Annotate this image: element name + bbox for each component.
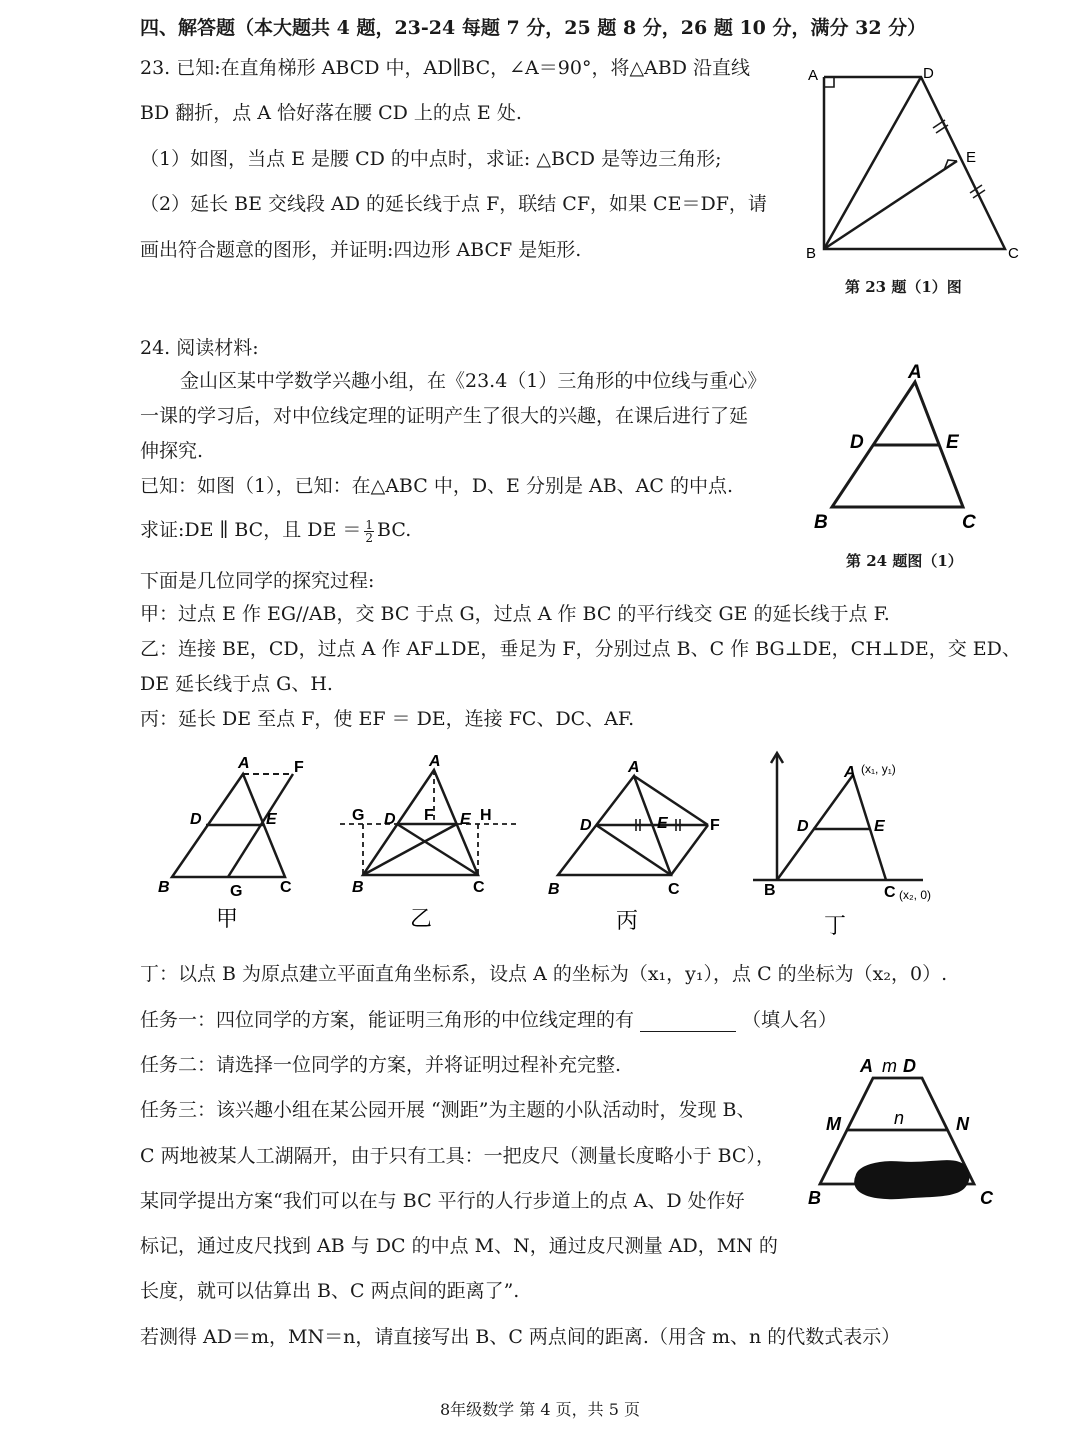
jia-caption: 甲 (216, 906, 239, 931)
q23-label-c: C (1008, 245, 1019, 262)
q23-line-4: （2）延长 BE 交线段 AD 的延长线于点 F，联结 CF，如果 CE＝DF，请 (140, 193, 767, 215)
q23-label-b: B (806, 245, 817, 262)
jia-label-b: B (158, 879, 170, 896)
ding-caption: 丁 (824, 913, 847, 938)
q24-task1 (140, 1008, 837, 1032)
q24-para-2: 一课的学习后，对中位线定理的证明产生了很大的兴趣，在课后进行了延 (140, 405, 749, 427)
q24-prove (140, 518, 411, 544)
ding-label-c: C (884, 884, 896, 901)
trap-label-n: N (956, 1114, 969, 1134)
yi-label-d: D (384, 811, 396, 828)
task1-answer-blank[interactable] (640, 1013, 736, 1032)
q24-label-d: D (850, 432, 864, 453)
ding-label-e: E (874, 818, 885, 835)
q24-yi-2: DE 延长线于点 G、H. (140, 673, 333, 695)
fraction-denominator: 2 (365, 530, 374, 545)
q24-figure-1 (808, 360, 988, 540)
yi-label-a: A (429, 753, 441, 770)
q23-label-e: E (966, 149, 977, 166)
q24-task3-5: 长度，就可以估算出 B、C 两点间的距离了”. (140, 1280, 520, 1302)
trap-label-n-length: n (894, 1108, 905, 1128)
q24-figure-caption: 第 24 题图（1） (846, 552, 963, 570)
ding-label-b: B (764, 882, 776, 899)
q24-ding: 丁：以点 B 为原点建立平面直角坐标系，设点 A 的坐标为（x₁，y₁），点 C 的坐标为（x₂，0）. (140, 963, 948, 985)
q24-title: 24. 阅读材料: (140, 337, 259, 359)
yi-label-f: F (424, 807, 434, 824)
q24-task3-3: 某同学提出方案“我们可以在与 BC 平行的人行步道上的点 A、D 处作好 (140, 1190, 745, 1212)
q24-bing: 丙：延长 DE 至点 F，使 EF ＝ DE，连接 FC、DC、AF. (140, 708, 635, 730)
yi-caption: 乙 (410, 906, 433, 931)
trap-label-m: M (826, 1114, 841, 1134)
jia-label-e: E (266, 811, 277, 828)
q24-para-3: 伸探究. (140, 440, 204, 462)
q24-task3-2: C 两地被某人工湖隔开，由于只有工具：一把皮尺（测量长度略小于 BC）， (140, 1145, 775, 1167)
q24-label-e: E (946, 432, 959, 453)
yi-label-h: H (480, 807, 492, 824)
trap-label-b: B (808, 1188, 821, 1208)
yi-label-b: B (352, 879, 364, 896)
q23-line-1: 23. 已知:在直角梯形 ABCD 中，AD∥BC，∠A＝90°，将△ABD 沿直线 (140, 57, 751, 79)
ding-label-a-coord: (x₁, y₁) (861, 762, 896, 776)
bing-caption: 丙 (616, 908, 639, 933)
q24-label-c: C (962, 512, 976, 533)
fraction-numerator: 1 (365, 517, 374, 532)
q24-label-b: B (814, 512, 828, 533)
ding-label-d: D (797, 818, 809, 835)
yi-label-g: G (352, 807, 365, 824)
q23-line-5: 画出符合题意的图形，并证明:四边形 ABCF 是矩形. (140, 239, 582, 261)
q24-label-a: A (908, 362, 922, 383)
trap-label-m-length: m (882, 1056, 897, 1076)
bing-label-b: B (548, 881, 560, 898)
section-header: 四、解答题（本大题共 4 题，23-24 每题 7 分，25 题 8 分，26 题 10 分，满分 32 分） (140, 17, 927, 39)
jia-label-f: F (294, 759, 304, 776)
jia-label-a: A (238, 755, 250, 772)
q24-task2: 任务二：请选择一位同学的方案，并将证明过程补充完整. (140, 1054, 622, 1076)
bing-label-c: C (668, 881, 680, 898)
q23-figure-caption: 第 23 题（1）图 (845, 278, 962, 296)
ding-label-a: A (844, 764, 856, 781)
q23-line-2: BD 翻折，点 A 恰好落在腰 CD 上的点 E 处. (140, 102, 522, 124)
q24-prove-fraction (364, 519, 374, 544)
jia-label-d: D (190, 811, 202, 828)
figure-jia (150, 750, 330, 940)
bing-label-d: D (580, 817, 592, 834)
page-footer: 8年级数学 第 4 页，共 5 页 (440, 1400, 640, 1419)
q23-label-d: D (923, 65, 934, 82)
figure-bing (540, 750, 740, 940)
q24-known: 已知：如图（1），已知：在△ABC 中，D、E 分别是 AB、AC 的中点. (140, 475, 734, 497)
q24-para-1: 金山区某中学数学兴趣小组，在《23.4（1）三角形的中位线与重心》 (180, 370, 767, 392)
figure-ding (748, 745, 958, 940)
q24-task3-6: 若测得 AD＝m，MN＝n，请直接写出 B、C 两点间的距离.（用含 m、n 的代数式表示） (140, 1326, 901, 1348)
q24-task3-4: 标记，通过皮尺找到 AB 与 DC 的中点 M、N，通过皮尺测量 AD，MN 的 (140, 1235, 778, 1257)
q24-yi-1: 乙：连接 BE，CD，过点 A 作 AF⊥DE，垂足为 F，分别过点 B、C 作 BG⊥DE，CH⊥DE，交 ED、 (140, 638, 1021, 660)
q24-task3-1: 任务三：该兴趣小组在某公园开展 “测距”为主题的小队活动时，发现 B、 (140, 1099, 756, 1121)
jia-label-c: C (280, 879, 292, 896)
q23-line-3: （1）如图，当点 E 是腰 CD 的中点时，求证: △BCD 是等边三角形; (140, 148, 722, 170)
ink-blot-lake (855, 1161, 969, 1199)
q23-label-a: A (808, 67, 819, 84)
ding-label-c-coord: (x₂, 0) (899, 888, 931, 902)
figure-yi (330, 750, 530, 940)
q24-intro: 下面是几位同学的探究过程: (140, 570, 375, 592)
q23-figure (800, 60, 1040, 270)
task1-prefix: 任务一：四位同学的方案，能证明三角形的中位线定理的有 (140, 1009, 635, 1031)
trap-label-d: D (903, 1056, 916, 1076)
jia-label-g: G (230, 883, 243, 900)
q24-trapezoid-figure (806, 1048, 1011, 1218)
bing-label-e: E (657, 815, 668, 832)
task1-suffix: （填人名） (742, 1009, 838, 1031)
q24-prove-prefix: 求证:DE ∥ BC，且 DE ＝ (140, 519, 362, 541)
bing-label-f: F (710, 817, 720, 834)
trap-label-a: A (860, 1056, 873, 1076)
bing-label-a: A (628, 759, 640, 776)
yi-label-e: E (460, 811, 471, 828)
q24-prove-suffix: BC. (377, 519, 412, 541)
trap-label-c: C (980, 1188, 993, 1208)
q24-jia: 甲：过点 E 作 EG//AB，交 BC 于点 G，过点 A 作 BC 的平行线交 GE 的延长线于点 F. (140, 603, 890, 625)
yi-label-c: C (473, 879, 485, 896)
